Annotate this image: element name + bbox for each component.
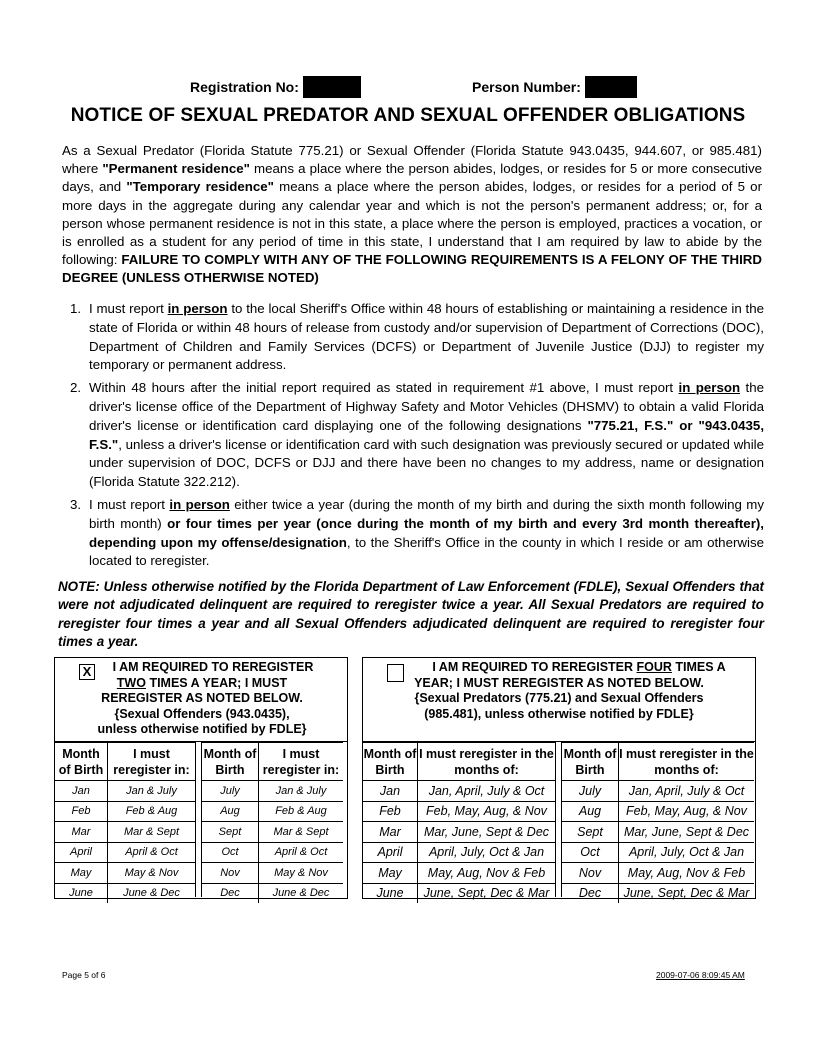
reregister-cell: April & Oct <box>259 842 344 863</box>
reregister-cell: June & Dec <box>259 883 344 903</box>
requirement-number: 1. <box>70 301 82 316</box>
heading-line: I AM REQUIRED TO REREGISTER <box>112 660 314 674</box>
reregister-cell: Mar & Sept <box>259 822 344 843</box>
birth-month-cell: Oct <box>562 842 619 863</box>
table-row <box>55 883 195 903</box>
reregister-cell: Mar, June, Sept & Dec <box>418 822 556 843</box>
table-row <box>562 781 754 802</box>
birth-month-cell: Dec <box>562 883 619 903</box>
table-row <box>562 801 754 822</box>
person-number-redaction <box>585 76 637 98</box>
requirement-text: Within 48 hours after the initial report required as stated in requirement #1 above, I must report <box>89 380 679 396</box>
requirement-text: to the local Sheriff's Office within 48 hours of establishing or maintaining a residence in the state of Florida or within 48 hours of release from custody and/or supervision of Department of Corrections (DOC), Department of Children and Family Services (DCFS) or Department of Juvenile Justice (DJJ) to register my temporary or permanent address. <box>89 301 765 373</box>
birth-month-cell: Jan <box>363 781 418 802</box>
column-header-register: I must reregister in: <box>259 743 344 781</box>
birth-month-cell: April <box>55 842 108 863</box>
table-row <box>562 863 754 884</box>
table-row <box>55 863 195 884</box>
birth-month-cell: May <box>55 863 108 884</box>
heading-line: unless otherwise notified by FDLE} <box>97 722 307 736</box>
birth-month-cell: Feb <box>55 801 108 822</box>
registration-field <box>190 76 361 98</box>
intro-text-1: As a Sexual Predator (Florida Statute 775.21) or Sexual Offender (Florida Statute 943.0435, 944.607, or 985.481) where <box>62 143 762 177</box>
requirement-number: 2. <box>70 380 82 396</box>
print-timestamp: 2009-07-06 8:09:45 AM <box>656 970 745 980</box>
felony-warning: FAILURE TO COMPLY WITH ANY OF THE FOLLOWING REQUIREMENTS IS A FELONY OF THE THIRD DEGREE (UNLESS OTHERWISE NOTED) <box>62 252 762 286</box>
four-emphasis: FOUR <box>636 660 672 674</box>
in-person-emphasis: in person <box>169 496 230 512</box>
heading-line: (985.481), unless otherwise notified by FDLE} <box>424 706 694 721</box>
reregister-cell: Jan & July <box>259 781 344 802</box>
page-title: NOTICE OF SEXUAL PREDATOR AND SEXUAL OFFENDER OBLIGATIONS <box>70 105 746 126</box>
birth-month-cell: Oct <box>202 842 259 863</box>
heading-text: TIMES A <box>671 660 726 674</box>
twice-yearly-checkbox[interactable]: X <box>79 664 95 680</box>
birth-month-cell: July <box>202 781 259 802</box>
requirement-3 <box>62 496 764 571</box>
four-times-emphasis: or four times per year (once during the month of my birth and every 3rd month thereafter), depending upon my offense/designation <box>89 515 764 550</box>
table-row <box>562 822 754 843</box>
page-number: Page 5 of 6 <box>62 970 106 980</box>
twice-yearly-box <box>54 657 348 899</box>
table-row <box>202 863 343 884</box>
two-emphasis: TWO <box>116 675 146 690</box>
requirement-1 <box>62 300 764 375</box>
reregister-cell: Jan, April, July & Oct <box>418 781 556 802</box>
reregister-cell: June, Sept, Dec & Mar <box>418 883 556 903</box>
permanent-residence-term: "Permanent residence" <box>102 161 250 177</box>
reregister-cell: June, Sept, Dec & Mar <box>619 883 755 903</box>
reregister-cell: May & Nov <box>108 863 196 884</box>
table-row <box>202 883 343 903</box>
twice-yearly-header <box>55 658 347 742</box>
column-header-register: I must reregister in the months of: <box>418 743 556 781</box>
birth-month-cell: Jan <box>55 781 108 802</box>
birth-month-cell: Mar <box>55 822 108 843</box>
table-divider <box>555 742 562 897</box>
column-header-month: Month of Birth <box>202 743 259 781</box>
table-row <box>55 781 195 802</box>
reregister-cell: June & Dec <box>108 883 196 903</box>
column-header-month: Month of Birth <box>363 743 418 781</box>
requirement-2 <box>62 379 764 492</box>
column-header-month: Month of Birth <box>55 743 108 781</box>
in-person-emphasis: in person <box>167 301 228 316</box>
registration-redaction <box>303 76 361 98</box>
requirement-text: the driver's license office of the Department of Highway Safety and Motor Vehicles (DHSMV) to obtain a valid Florida driver's license or identification card displaying one of the following designations <box>89 380 764 433</box>
column-header-register: I must reregister in the months of: <box>619 743 755 781</box>
reregister-cell: May & Nov <box>259 863 344 884</box>
reregister-cell: Jan & July <box>108 781 196 802</box>
birth-month-cell: April <box>363 842 418 863</box>
license-designations: "775.21, F.S." or "943.0435, F.S." <box>89 417 765 452</box>
heading-line <box>363 660 755 676</box>
table-row <box>562 842 754 863</box>
table-row <box>363 842 555 863</box>
requirements-list <box>62 300 764 575</box>
table-row <box>202 801 343 822</box>
four-times-yearly-heading <box>363 660 755 722</box>
requirement-text: I must report <box>89 301 168 316</box>
four-times-yearly-table-b <box>562 742 754 903</box>
person-number-field <box>472 76 637 98</box>
reregister-cell: Feb, May, Aug, & Nov <box>418 801 556 822</box>
table-row <box>363 801 555 822</box>
table-row <box>363 781 555 802</box>
table-row <box>55 842 195 863</box>
birth-month-cell: Nov <box>562 863 619 884</box>
requirement-text: , to the Sheriff's Office in the county in which I reside or am otherwise located to reregister. <box>89 534 765 569</box>
table-row <box>202 781 343 802</box>
reregister-cell: Jan, April, July & Oct <box>619 781 755 802</box>
person-number-label: Person Number: <box>472 79 581 95</box>
id-header <box>0 76 816 100</box>
birth-month-cell: May <box>363 863 418 884</box>
table-row <box>363 883 555 903</box>
heading-text: I AM REQUIRED TO REREGISTER <box>432 660 637 674</box>
registration-label: Registration No: <box>190 79 299 95</box>
column-header-register: I must reregister in: <box>108 743 196 781</box>
requirement-text: either twice a year (during the month of my birth and during the sixth month following my birth month) <box>89 496 765 531</box>
heading-line <box>55 676 349 692</box>
birth-month-cell: Nov <box>202 863 259 884</box>
requirement-text: I must report <box>89 496 170 512</box>
requirement-number: 3. <box>70 496 82 512</box>
intro-text-2: means a place where the person abides, lodges, or resides for 5 or more consecutive days, and <box>62 161 762 195</box>
table-row <box>562 883 754 903</box>
birth-month-cell: July <box>562 781 619 802</box>
table-divider <box>195 742 202 897</box>
temporary-residence-term: "Temporary residence" <box>126 179 274 195</box>
heading-text: TIMES A YEAR; I MUST <box>145 675 288 690</box>
birth-month-cell: June <box>363 883 418 903</box>
heading-line: {Sexual Offenders (943.0435), <box>114 706 290 721</box>
reregister-cell: May, Aug, Nov & Feb <box>619 863 755 884</box>
twice-yearly-tables <box>55 742 347 900</box>
heading-line: {Sexual Predators (775.21) and Sexual Offenders <box>414 691 704 705</box>
table-row <box>363 822 555 843</box>
birth-month-cell: June <box>55 883 108 903</box>
birth-month-cell: Aug <box>562 801 619 822</box>
table-row <box>55 822 195 843</box>
birth-month-cell: Mar <box>363 822 418 843</box>
birth-month-cell: Feb <box>363 801 418 822</box>
table-row <box>202 822 343 843</box>
reregister-cell: Mar & Sept <box>108 822 196 843</box>
reregister-cell: Feb & Aug <box>259 801 344 822</box>
birth-month-cell: Aug <box>202 801 259 822</box>
twice-yearly-table-b <box>202 742 343 903</box>
reregister-cell: Feb, May, Aug, & Nov <box>619 801 755 822</box>
four-times-yearly-box <box>362 657 756 899</box>
fdle-note: NOTE: Unless otherwise notified by the Florida Department of Law Enforcement (FDLE), Sexual Offenders that were not adjudicated delinquent are required to reregister twice a year. All Sexual Predators are required to reregister four times a year and all Sexual Offenders adjudicated delinquent are required to reregister four times a year. <box>58 579 764 650</box>
heading-line: REREGISTER AS NOTED BELOW. <box>101 691 303 705</box>
reregister-cell: April, July, Oct & Jan <box>619 842 755 863</box>
intro-paragraph <box>62 142 762 288</box>
birth-month-cell: Sept <box>202 822 259 843</box>
table-row <box>202 842 343 863</box>
table-row <box>55 801 195 822</box>
reregister-cell: Feb & Aug <box>108 801 196 822</box>
column-header-month: Month of Birth <box>562 743 619 781</box>
reregister-cell: April & Oct <box>108 842 196 863</box>
four-times-yearly-table-a <box>363 742 555 903</box>
intro-text-3: means a place where the person abides, lodges, or resides for a period of 5 or more days in the aggregate during any calendar year and which is not the person's permanent address; or, for a person whose permanent residence is not in this state, a place where the person is employed, practices a vocation, or is enrolled as a student for any period of time in this state, I understand that I am required by law to abide by the following: <box>62 179 762 268</box>
four-times-yearly-header <box>363 658 755 742</box>
in-person-emphasis: in person <box>678 380 741 396</box>
reregister-cell: April, July, Oct & Jan <box>418 842 556 863</box>
twice-yearly-table-a <box>55 742 195 903</box>
reregister-cell: May, Aug, Nov & Feb <box>418 863 556 884</box>
requirement-text: , unless a driver's license or identification card with such designation was previously secured or updated while under supervision of DOC, DCFS or DJJ and there have been no changes to my address, name or designation (Florida Statute 322.212). <box>89 436 764 490</box>
four-times-yearly-tables <box>363 742 755 901</box>
birth-month-cell: Sept <box>562 822 619 843</box>
table-row <box>363 863 555 884</box>
birth-month-cell: Dec <box>202 883 259 903</box>
reregister-cell: Mar, June, Sept & Dec <box>619 822 755 843</box>
twice-yearly-heading <box>55 660 349 738</box>
heading-line: YEAR; I MUST REREGISTER AS NOTED BELOW. <box>414 675 704 690</box>
